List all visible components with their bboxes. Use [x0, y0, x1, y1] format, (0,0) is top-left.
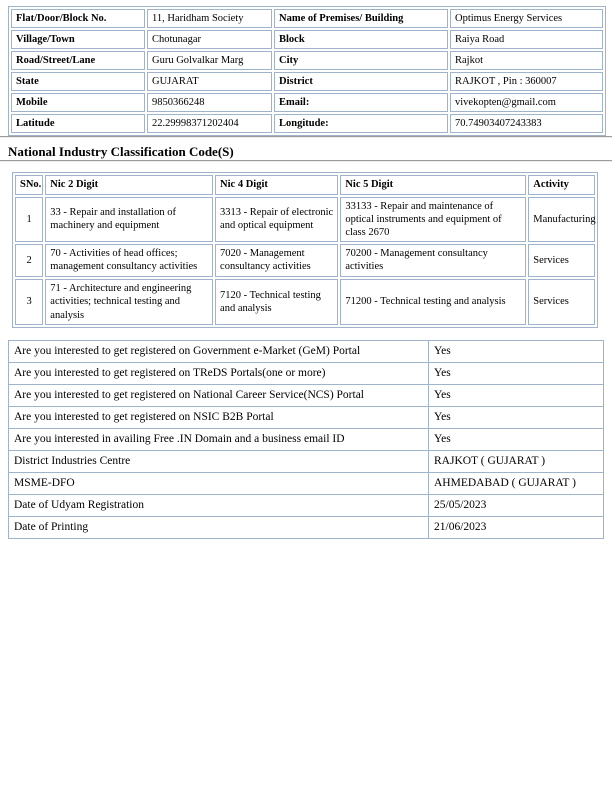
field-label: Latitude [11, 114, 145, 133]
field-value: 70.74903407243383 [450, 114, 603, 133]
nic2-cell: 70 - Activities of head offices; management consultancy activities [45, 244, 213, 277]
address-table [8, 6, 606, 136]
table-row [9, 384, 604, 406]
field-value: Raiya Road [450, 30, 603, 49]
table-row [9, 428, 604, 450]
field-value: 11, Haridham Society [147, 9, 272, 28]
nic4-cell: 3313 - Repair of electronic and optical equipment [215, 197, 338, 242]
detail-value: Yes [429, 428, 604, 450]
field-value: 22.29998371202404 [147, 114, 272, 133]
table-row [11, 51, 603, 70]
detail-label: Are you interested to get registered on National Career Service(NCS) Portal [9, 384, 429, 406]
field-label: Email: [274, 93, 448, 112]
nic2-cell: 33 - Repair and installation of machinery and equipment [45, 197, 213, 242]
field-label: District [274, 72, 448, 91]
table-row [11, 93, 603, 112]
field-value: 9850366248 [147, 93, 272, 112]
field-value: GUJARAT [147, 72, 272, 91]
detail-label: Are you interested to get registered on Government e-Market (GeM) Portal [9, 340, 429, 362]
table-row [9, 450, 604, 472]
detail-value: RAJKOT ( GUJARAT ) [429, 450, 604, 472]
nic4-cell: 7120 - Technical testing and analysis [215, 279, 338, 325]
detail-value: Yes [429, 384, 604, 406]
serial-number: 3 [15, 279, 43, 325]
field-value: Chotunagar [147, 30, 272, 49]
table-row [15, 279, 595, 325]
detail-value: AHMEDABAD ( GUJARAT ) [429, 472, 604, 494]
nic-table [12, 172, 598, 328]
field-label: Road/Street/Lane [11, 51, 145, 70]
field-value: Rajkot [450, 51, 603, 70]
detail-value: 25/05/2023 [429, 494, 604, 516]
nic4-cell: 7020 - Management consultancy activities [215, 244, 338, 277]
detail-label: Date of Udyam Registration [9, 494, 429, 516]
table-row [11, 72, 603, 91]
detail-label: District Industries Centre [9, 450, 429, 472]
table-row [11, 9, 603, 28]
table-row [15, 244, 595, 277]
section-heading: National Industry Classification Code(S) [8, 144, 234, 159]
nic2-cell: 71 - Architecture and engineering activities; technical testing and analysis [45, 279, 213, 325]
table-row [9, 406, 604, 428]
serial-number: 2 [15, 244, 43, 277]
table-row [9, 494, 604, 516]
divider [0, 136, 612, 138]
table-row [9, 340, 604, 362]
nic5-cell: 33133 - Repair and maintenance of optical instruments and equipment of class 2670 [340, 197, 526, 242]
column-header: Activity [528, 175, 595, 195]
detail-label: Date of Printing [9, 516, 429, 538]
serial-number: 1 [15, 197, 43, 242]
field-label: Village/Town [11, 30, 145, 49]
column-header: Nic 5 Digit [340, 175, 526, 195]
field-label: Name of Premises/ Building [274, 9, 448, 28]
table-row [9, 516, 604, 538]
nic5-cell: 70200 - Management consultancy activities [340, 244, 526, 277]
field-label: Flat/Door/Block No. [11, 9, 145, 28]
table-row [11, 30, 603, 49]
activity-cell: Manufacturing [528, 197, 595, 242]
field-value: Optimus Energy Services [450, 9, 603, 28]
field-label: Mobile [11, 93, 145, 112]
activity-cell: Services [528, 279, 595, 325]
detail-value: Yes [429, 340, 604, 362]
udyam-certificate-page [0, 6, 612, 792]
detail-label: Are you interested in availing Free .IN Domain and a business email ID [9, 428, 429, 450]
field-label: City [274, 51, 448, 70]
divider [0, 160, 612, 162]
column-header: Nic 2 Digit [45, 175, 213, 195]
field-value: RAJKOT , Pin : 360007 [450, 72, 603, 91]
details-table [8, 340, 604, 539]
activity-cell: Services [528, 244, 595, 277]
field-label: State [11, 72, 145, 91]
detail-value: 21/06/2023 [429, 516, 604, 538]
table-row [9, 362, 604, 384]
field-label: Block [274, 30, 448, 49]
column-header: SNo. [15, 175, 43, 195]
detail-value: Yes [429, 362, 604, 384]
table-row [9, 472, 604, 494]
field-value: vivekopten@gmail.com [450, 93, 603, 112]
detail-value: Yes [429, 406, 604, 428]
detail-label: Are you interested to get registered on TReDS Portals(one or more) [9, 362, 429, 384]
field-value: Guru Golvalkar Marg [147, 51, 272, 70]
detail-label: MSME-DFO [9, 472, 429, 494]
table-row [11, 114, 603, 133]
nic5-cell: 71200 - Technical testing and analysis [340, 279, 526, 325]
table-row [15, 197, 595, 242]
detail-label: Are you interested to get registered on NSIC B2B Portal [9, 406, 429, 428]
field-label: Longitude: [274, 114, 448, 133]
table-header-row [15, 175, 595, 195]
column-header: Nic 4 Digit [215, 175, 338, 195]
